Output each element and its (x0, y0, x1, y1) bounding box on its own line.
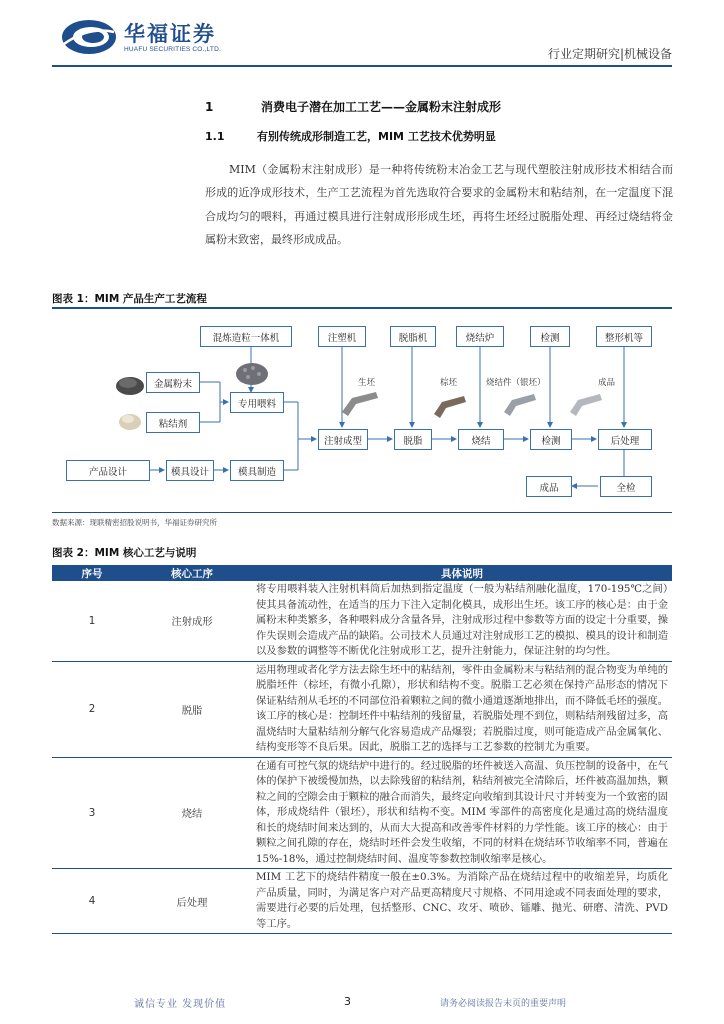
row-step: 烧结 (132, 757, 252, 869)
node-finished-product: 成品 (526, 476, 572, 497)
company-logo (60, 14, 260, 60)
node-feedstock: 专用喂料 (230, 392, 284, 413)
section-number: 1 (205, 100, 214, 114)
mim-process-table (52, 565, 672, 934)
feedstock-pellets-icon (236, 363, 268, 385)
figure1-source: 数据来源：现联精密招股说明书，华福证券研究所 (52, 518, 217, 527)
row-desc: 在通有可控气氛的烧结炉中进行的。经过脱脂的坯件被送入高温、负压控制的设备中，在气体的保护下被缓慢加热，以去除残留的粘结剂，粘结剂被完全清除后，坯件被高温加热，颗粒之间的空隙会由于颗粒的融合而消失，最终定向收缩到其设计尺寸并转变为一个致密的固体，形成烧结件（银坯），形状和结构不变。MIM 零部件的高密度化是通过高的烧结温度和长的烧结时间来达到的，从而大大提高和改善零件材料的力学性能。该工序的核心：由于颗粒之间孔隙的存在，烧结时坯件会发生收缩，不同的材料在烧结环节收缩率不同，普遍在 15%-18%，通过控制烧结时间、温度等参数控制收缩率是核心。 (252, 757, 672, 869)
brown-part-icon (434, 396, 466, 418)
row-no: 2 (52, 661, 132, 757)
report-category: 行业定期研究|机械设备 (547, 47, 672, 61)
node-product-design: 产品设计 (66, 460, 150, 481)
node-inspection: 检测 (530, 429, 572, 450)
header-step: 核心工序 (132, 565, 252, 581)
header-divider (52, 65, 672, 67)
table-header-row (52, 565, 672, 581)
intro-paragraph: MIM（金属粉末注射成形）是一种将传统粉末冶金工艺与现代塑胶注射成形技术相结合而形成的近净成形技术，生产工艺流程为首先选取符合要求的金属粉末和粘结剂，在一定温度下混合成均匀的喂料，再通过模具进行注射成形形成生坯，再将生坯经过脱脂处理、再经过烧结将金属粉末致密，最终形成成品。 (205, 163, 673, 246)
figure2-title: 图表 2：MIM 核心工艺与说明 (52, 547, 197, 559)
row-desc: 将专用喂料装入注射机料筒后加热到指定温度（一般为粘结剂融化温度，170-195℃之间）使其具备流动性，在适当的压力下注入定制化模具，成形出生坯。该工序的核心是：由于金属粉末种类繁多，各种喂料成分含量各异，注射成形过程中参数等方面的设定十分重要，操作失误则会造成产品的缺陷。公司技术人员通过对注射成形工艺的模拟、模具的设计和制造以及参数的调整等不断优化注射成形工艺，提升注射能力，保证注射的均匀性。 (252, 581, 672, 661)
metal-powder-icon (116, 377, 144, 395)
subsection-heading (205, 128, 496, 144)
node-mold-making: 模具制造 (230, 460, 284, 481)
row-step: 注射成形 (132, 581, 252, 661)
label-green-part: 生坯 (358, 378, 376, 388)
huafu-logo-icon (60, 18, 118, 56)
finished-part-icon (570, 394, 602, 416)
row-step: 脱脂 (132, 661, 252, 757)
table-row (52, 757, 672, 869)
binder-icon (119, 414, 141, 430)
node-debinding: 脱脂 (394, 429, 432, 450)
node-metal-powder: 金属粉末 (146, 372, 200, 393)
header-no: 序号 (52, 565, 132, 581)
label-finished-part: 成品 (598, 378, 616, 388)
table-row (52, 581, 672, 661)
node-binder: 粘结剂 (146, 412, 200, 433)
figure1-title: 图表 1：MIM 产品生产工艺流程 (52, 293, 207, 305)
node-full-inspection: 全检 (600, 476, 652, 497)
figure1-top-rule (52, 307, 672, 309)
node-injection-machine: 注塑机 (318, 326, 366, 347)
mim-process-flow-diagram (52, 312, 672, 512)
section-heading (205, 98, 501, 115)
subsection-number: 1.1 (205, 130, 225, 143)
footer-disclaimer: 请务必阅读报告末页的重要声明 (440, 999, 567, 1009)
section-title: 消费电子潜在加工工艺——金属粉末注射成形 (261, 100, 502, 114)
node-sintering: 烧结 (458, 429, 504, 450)
node-sintering-furnace: 烧结炉 (456, 326, 504, 347)
subsection-title: 有别传统成形制造工艺，MIM 工艺技术优势明显 (257, 130, 496, 143)
row-no: 3 (52, 757, 132, 869)
logo-english-name: HUAFU SECURITIES CO.,LTD. (124, 46, 221, 53)
node-debinding-machine: 脱脂机 (390, 326, 436, 347)
row-no: 4 (52, 869, 132, 934)
header-desc: 具体说明 (252, 565, 672, 581)
row-desc: 运用物理或者化学方法去除生坯中的粘结剂，零件由金属粉末与粘结剂的混合物变为单纯的脱脂坯件（棕坯，有微小孔隙），形状和结构不变。脱脂工艺必须在保持产品形态的情况下保证粘结剂从毛坯的不同部位沿着颗粒之间的微小通道逐渐地排出，而不降低毛坯的强度。该工序的核心是：控制坯件中粘结剂的残留量，若脱脂处理不到位，则粘结剂残留过多，高温烧结时大量粘结剂分解气化容易造成产品爆裂；若脱脂过度，则可能造成产品金属氧化、结构变形等不良后果。因此，脱脂工艺的选择与工艺参数的控制尤为重要。 (252, 661, 672, 757)
row-desc: MIM 工艺下的烧结件精度一般在±0.3%。为消除产品在烧结过程中的收缩差异，均质化产品质量，同时，为满足客户对产品更高精度尺寸规格、不同用途或不同表面处理的要求，需要进行必要的后处理，包括整形、CNC、攻牙、喷砂、镭雕、抛光、研磨、清洗、PVD 等工序。 (252, 869, 672, 934)
row-step: 后处理 (132, 869, 252, 934)
node-shaping-machine: 整形机等 (596, 326, 652, 347)
page-number: 3 (344, 995, 351, 1008)
logo-chinese-name: 华福证券 (124, 22, 216, 46)
row-no: 1 (52, 581, 132, 661)
label-brown-part: 棕坯 (440, 378, 458, 388)
label-sintered-part: 烧结件（银坯） (486, 378, 546, 388)
node-post-processing: 后处理 (598, 429, 652, 450)
node-mixing-granulator: 混炼造粒一体机 (200, 326, 292, 347)
table-row (52, 869, 672, 934)
sintered-part-icon (504, 394, 536, 416)
node-inspection-machine: 检测 (530, 326, 570, 347)
green-part-icon (342, 392, 378, 416)
figure1-bottom-rule (52, 512, 672, 513)
node-injection-molding: 注射成型 (318, 429, 368, 450)
footer-slogan: 诚信专业 发现价值 (134, 999, 227, 1010)
node-mold-design: 模具设计 (166, 460, 214, 481)
table-row (52, 661, 672, 757)
